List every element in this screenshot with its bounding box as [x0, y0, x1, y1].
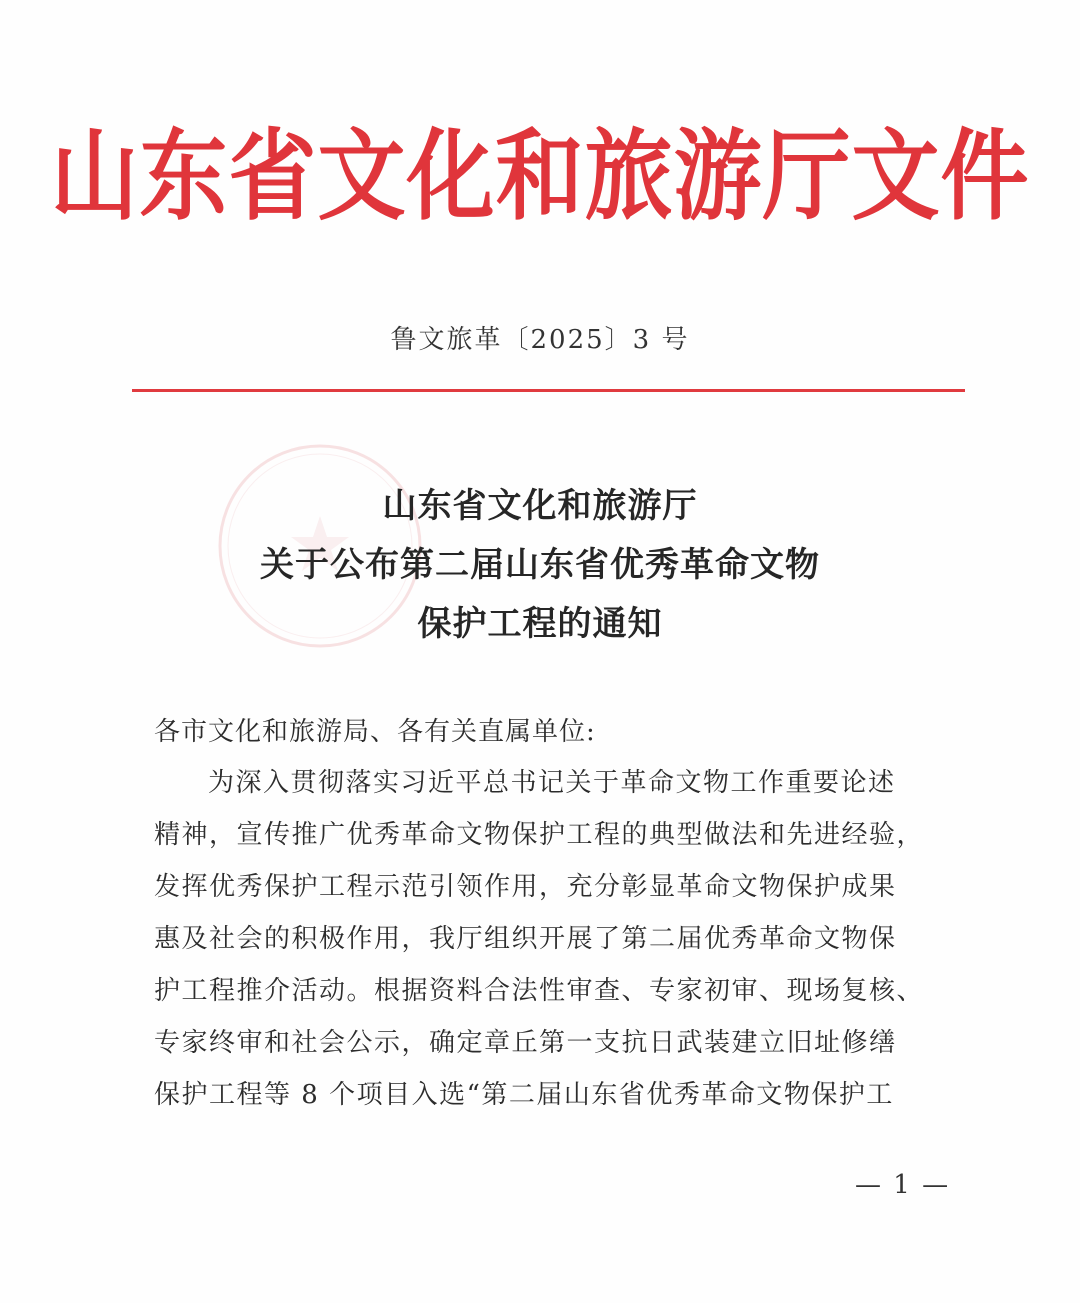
red-separator-line	[132, 389, 965, 392]
body-paragraph	[154, 757, 944, 1121]
issuing-authority-header: 山东省文化和旅游厅文件	[50, 116, 1030, 234]
notice-title-line: 山东省文化和旅游厅	[382, 486, 698, 526]
body-line: 为深入贯彻落实习近平总书记关于革命文物工作重要论述	[208, 768, 896, 798]
body-line: 发挥优秀保护工程示范引领作用，充分彰显革命文物保护成果	[154, 872, 897, 902]
notice-title	[0, 477, 1080, 654]
body-line: 精神，宣传推广优秀革命文物保护工程的典型做法和先进经验，	[154, 820, 925, 850]
salutation: 各市文化和旅游局、各有关直属单位:	[154, 717, 596, 747]
document-number: 鲁文旅革〔2025〕3 号	[390, 325, 690, 355]
body-line: 保护工程等 8 个项目入选“第二届山东省优秀革命文物保护工	[154, 1080, 894, 1110]
body-line: 专家终审和社会公示，确定章丘第一支抗日武装建立旧址修缮	[154, 1028, 897, 1058]
body-line: 护工程推介活动。根据资料合法性审查、专家初审、现场复核、	[154, 976, 925, 1006]
body-line: 惠及社会的积极作用，我厅组织开展了第二届优秀革命文物保	[154, 924, 897, 954]
page-number: — 1 —	[855, 1170, 951, 1200]
notice-title-line: 保护工程的通知	[417, 604, 663, 644]
notice-title-line: 关于公布第二届山东省优秀革命文物	[260, 545, 820, 585]
